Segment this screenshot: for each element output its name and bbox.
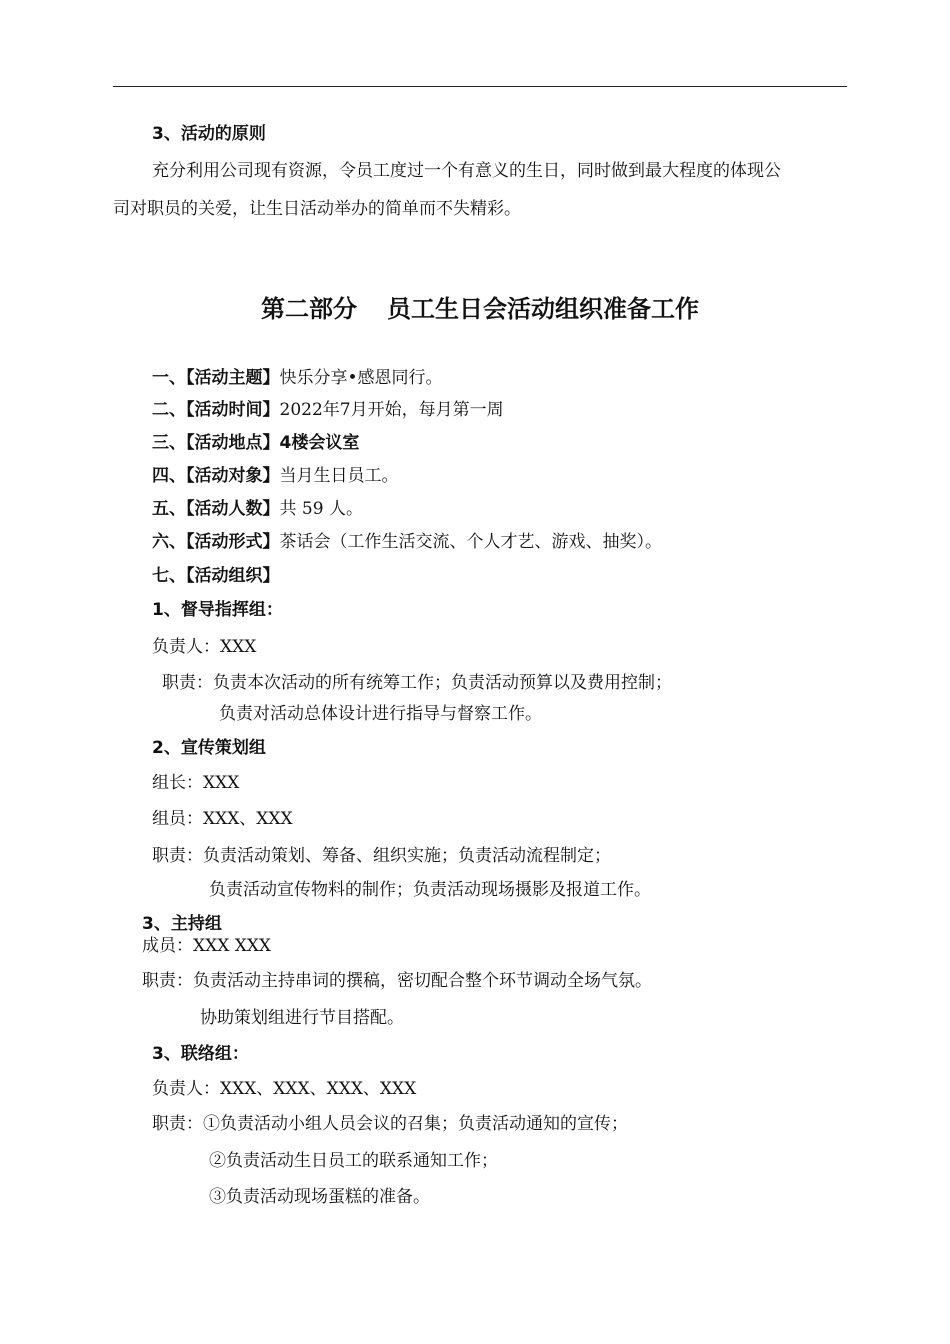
item-text: 茶话会（工作生活交流、个人才艺、游戏、抽奖）。 [279,532,662,552]
group-heading: 3、主持组 [142,914,222,934]
group-members: 成员：XXX XXX [142,936,272,956]
list-item [152,367,443,389]
group-duty: 负责活动宣传物料的制作；负责活动现场摄影及报道工作。 [209,880,651,900]
item-label: 【活动时间】 [186,400,280,420]
item-label: 【活动人数】 [186,499,280,519]
item-number: 七、 [152,566,186,586]
group-duty: ②负责活动生日员工的联系通知工作； [209,1151,498,1171]
item-number: 二、 [152,400,186,420]
group-leader: 组长：XXX [152,773,240,793]
group-heading: 3、联络组： [152,1044,249,1064]
paragraph-line: 司对职员的关爱，让生日活动举办的简单而不失精彩。 [113,199,521,219]
item-label: 【活动形式】 [186,532,280,552]
item-label: 【活动对象】 [186,466,280,486]
item-text: 共 59 人。 [279,499,363,519]
list-item [152,399,504,421]
group-leader: 负责人：XXX、XXX、XXX、XXX [152,1079,417,1099]
item-number: 一、 [152,368,186,388]
part-title-number: 第二部分 [261,295,357,323]
header-rule [113,86,847,87]
list-item [152,531,662,553]
item-label: 【活动地点】 [186,433,280,453]
paragraph-line: 充分利用公司现有资源，令员工度过一个有意义的生日，同时做到最大程度的体现公 [152,161,781,181]
item-text: 4楼会议室 [279,433,360,453]
list-item [152,465,399,487]
section-heading: 3、活动的原则 [152,124,266,144]
group-duty: 职责：负责活动主持串词的撰稿，密切配合整个环节调动全场气氛。 [142,971,652,991]
item-text: 当月生日员工。 [279,466,399,486]
group-duty: 职责：①负责活动小组人员会议的召集；负责活动通知的宣传； [152,1114,628,1134]
list-item [152,498,363,520]
group-leader: 负责人：XXX [152,637,257,657]
group-duty: ③负责活动现场蛋糕的准备。 [209,1187,430,1207]
item-label: 【活动主题】 [186,368,280,388]
item-number: 六、 [152,532,186,552]
list-item [152,432,359,454]
item-label: 【活动组织】 [186,566,280,586]
list-item [152,565,280,587]
group-duty: 协助策划组进行节目搭配。 [200,1008,404,1028]
part-title-text: 员工生日会活动组织准备工作 [387,295,699,323]
item-text: 快乐分享•感恩同行。 [279,368,443,388]
group-duty: 负责对活动总体设计进行指导与督察工作。 [219,704,542,724]
part-title [0,294,950,324]
group-heading: 1、督导指挥组： [152,600,283,620]
group-heading: 2、宣传策划组 [152,738,266,758]
item-number: 三、 [152,433,186,453]
group-members: 组员：XXX、XXX [152,809,293,829]
item-number: 四、 [152,466,186,486]
item-number: 五、 [152,499,186,519]
item-text: 2022年7月开始，每月第一周 [279,400,504,420]
group-duty: 职责：负责活动策划、筹备、组织实施；负责活动流程制定； [152,846,611,866]
group-duty: 职责：负责本次活动的所有统筹工作；负责活动预算以及费用控制； [162,673,672,693]
